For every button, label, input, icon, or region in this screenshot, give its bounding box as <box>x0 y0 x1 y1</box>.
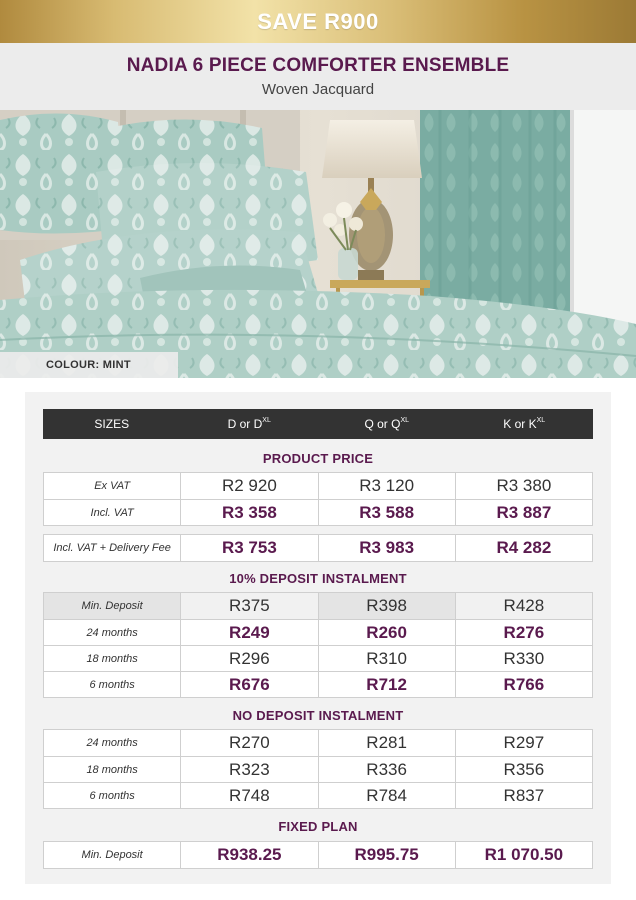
price-cell: R1 070.50 <box>455 842 592 868</box>
product-subtitle: Woven Jacquard <box>261 81 375 98</box>
size-queen-header: Q or Q $^{XL}$ <box>364 416 410 431</box>
fixed-plan-heading: FIXED PLAN <box>278 819 358 834</box>
price-cell: R330 <box>455 646 592 671</box>
price-cell: R276 <box>455 620 592 645</box>
price-cell: R3 120 <box>318 473 455 499</box>
price-cell: R3 887 <box>455 500 592 525</box>
row-label: 18 months <box>86 763 138 776</box>
price-cell: R748 <box>180 783 317 808</box>
sizes-header-label: SIZES <box>94 417 130 431</box>
table-row <box>44 619 592 645</box>
product-price-heading: PRODUCT PRICE <box>262 451 374 466</box>
product-price-table <box>43 472 593 526</box>
deposit-instalment-table <box>43 592 593 698</box>
row-label: 6 months <box>89 678 135 691</box>
price-cell: R995.75 <box>318 842 455 868</box>
price-cell: R3 380 <box>455 473 592 499</box>
price-cell: R2 920 <box>180 473 317 499</box>
price-cell: R336 <box>318 757 455 782</box>
row-label: Min. Deposit <box>44 593 180 619</box>
no-deposit-instalment-table <box>43 729 593 809</box>
price-cell: R296 <box>180 646 317 671</box>
row-label: 24 months <box>86 626 138 639</box>
price-cell: R428 <box>455 593 592 619</box>
table-row <box>44 756 592 782</box>
save-banner-text: SAVE R900 <box>257 8 379 34</box>
row-label: 24 months <box>86 737 138 749</box>
price-cell: R356 <box>455 757 592 782</box>
row-label: Ex VAT <box>94 480 131 492</box>
table-row <box>44 782 592 808</box>
table-row <box>44 535 592 561</box>
no-deposit-instalment-heading: NO DEPOSIT INSTALMENT <box>232 708 404 723</box>
deposit-instalment-heading: 10% DEPOSIT INSTALMENT <box>229 571 407 586</box>
table-row <box>44 645 592 671</box>
price-cell: R784 <box>318 783 455 808</box>
table-row <box>44 730 592 756</box>
price-cell: R398 <box>318 593 455 619</box>
table-row <box>44 671 592 697</box>
price-cell: R249 <box>180 620 317 645</box>
price-cell: R260 <box>318 620 455 645</box>
bedroom-illustration <box>0 110 636 378</box>
price-cell: R766 <box>455 672 592 697</box>
size-king-header: K or K $^{XL}$ <box>503 416 546 431</box>
row-label: 18 months <box>86 652 138 665</box>
price-cell: R323 <box>180 757 317 782</box>
table-row <box>44 842 592 868</box>
price-cell: R938.25 <box>180 842 317 868</box>
row-label: Incl. VAT + Delivery Fee <box>53 542 171 554</box>
price-cell: R676 <box>180 672 317 697</box>
product-title: NADIA 6 PIECE COMFORTER ENSEMBLE <box>126 55 510 76</box>
product-photo <box>0 110 636 378</box>
price-cell: R837 <box>455 783 592 808</box>
price-cell: R3 358 <box>180 500 317 525</box>
price-cell: R270 <box>180 730 317 756</box>
table-row <box>44 473 592 499</box>
row-label: Incl. VAT <box>90 506 134 519</box>
price-cell: R281 <box>318 730 455 756</box>
row-label: 6 months <box>89 789 135 802</box>
title-block <box>0 43 636 110</box>
sizes-header-row <box>43 409 593 439</box>
size-double-header: D or D $^{XL}$ <box>227 416 271 431</box>
colour-label: COLOUR: MINT <box>0 352 178 378</box>
price-cell: R712 <box>318 672 455 697</box>
price-cell: R3 588 <box>318 500 455 525</box>
table-row <box>44 593 592 619</box>
price-cell: R375 <box>180 593 317 619</box>
price-cell: R310 <box>318 646 455 671</box>
delivery-price-table <box>43 534 593 562</box>
price-cell: R3 753 <box>180 535 317 561</box>
price-cell: R3 983 <box>318 535 455 561</box>
save-banner <box>0 0 636 43</box>
price-cell: R4 282 <box>455 535 592 561</box>
fixed-plan-table <box>43 841 593 869</box>
price-cell: R297 <box>455 730 592 756</box>
table-row <box>44 499 592 525</box>
row-label: Min. Deposit <box>81 849 143 861</box>
